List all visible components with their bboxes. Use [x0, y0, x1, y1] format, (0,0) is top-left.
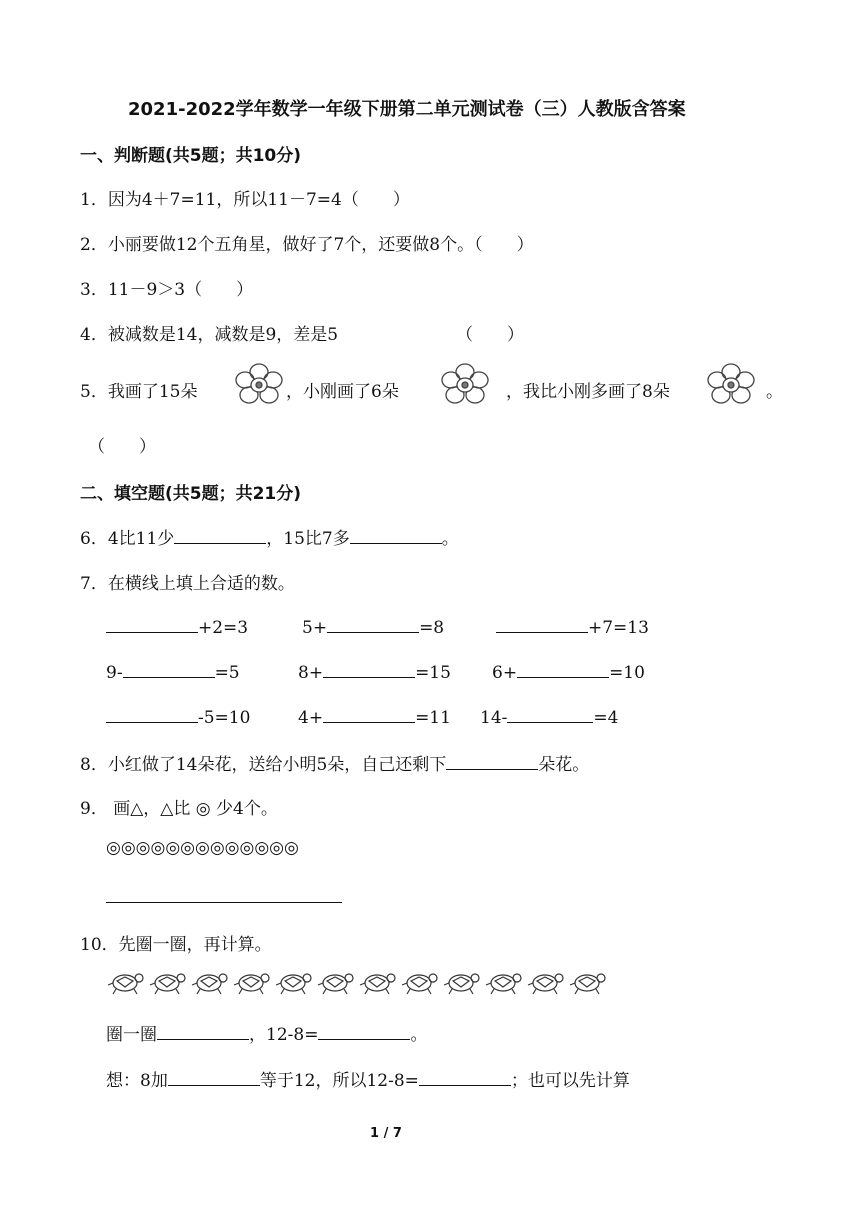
equation-text: =4	[593, 708, 619, 728]
turtle-icon	[568, 968, 606, 998]
q7-row2-col1	[106, 659, 240, 683]
q10-text: ，12-8=	[249, 1025, 319, 1045]
page-number: 1 / 7	[370, 1126, 402, 1141]
answer-blank[interactable]	[507, 704, 593, 723]
q7-row1-col2	[302, 614, 444, 638]
turtle-icon	[106, 968, 144, 998]
turtle-icon	[484, 968, 522, 998]
answer-blank[interactable]	[517, 659, 609, 678]
turtle-icon	[190, 968, 228, 998]
flower-icon	[438, 362, 492, 408]
question-6-text-a: 6．4比11少	[80, 529, 175, 549]
answer-blank[interactable]	[168, 1067, 260, 1086]
answer-blank[interactable]	[446, 751, 538, 770]
q10-text: ；也可以先计算	[510, 1071, 630, 1091]
q10-text: 。	[410, 1025, 428, 1045]
question-10-line2	[106, 1066, 630, 1091]
turtle-icon	[400, 968, 438, 998]
equation-text: 6+	[492, 663, 518, 683]
question-5-answer-paren: （ ）	[88, 437, 156, 457]
drawing-answer-line[interactable]	[106, 902, 342, 903]
answer-blank[interactable]	[174, 525, 266, 544]
question-6-text-b: ，15比7多	[266, 529, 350, 549]
question-7-title: 7．在横线上填上合适的数。	[80, 574, 295, 594]
question-5-part2: ，小刚画了6朵	[286, 382, 399, 402]
equation-text: 14-	[480, 708, 508, 728]
q7-row2-col2	[298, 659, 451, 683]
flower-icon	[704, 362, 758, 408]
answer-blank[interactable]	[318, 1021, 410, 1040]
equation-text: 4+	[298, 708, 324, 728]
q7-row1-col1	[106, 614, 248, 638]
turtle-icon	[148, 968, 186, 998]
answer-blank[interactable]	[350, 525, 442, 544]
turtle-icon	[442, 968, 480, 998]
answer-blank[interactable]	[323, 704, 415, 723]
question-4: 4．被减数是14，减数是9，差是5	[80, 325, 339, 345]
question-6-text-c: 。	[441, 529, 459, 549]
answer-blank[interactable]	[157, 1021, 249, 1040]
question-9-title: 9． 画△，△比 ◎ 少4个。	[80, 799, 278, 819]
q7-row3-col2	[298, 704, 451, 728]
q10-text: 想：8加	[106, 1071, 168, 1091]
circle-row: ◎◎◎◎◎◎◎◎◎◎◎◎◎	[106, 838, 299, 858]
equation-text: +2=3	[198, 618, 249, 638]
equation-text: =11	[415, 708, 451, 728]
question-5-part1: 5．我画了15朵	[80, 382, 198, 402]
equation-text: =5	[214, 663, 240, 683]
question-8	[80, 750, 589, 775]
q7-row1-col3	[496, 614, 649, 638]
question-2: 2．小丽要做12个五角星，做好了7个，还要做8个。（ ）	[80, 235, 534, 255]
section-heading-fill-blank: 二、填空题(共5题；共21分)	[80, 484, 302, 504]
q7-row3-col3	[480, 704, 618, 728]
answer-blank[interactable]	[323, 659, 415, 678]
equation-text: =15	[415, 663, 451, 683]
question-3: 3．11－9＞3（ ）	[80, 280, 254, 300]
question-10-title: 10．先圈一圈，再计算。	[80, 935, 272, 955]
turtle-icon	[526, 968, 564, 998]
answer-blank[interactable]	[106, 614, 198, 633]
answer-blank[interactable]	[327, 614, 419, 633]
turtle-row	[106, 968, 610, 998]
q10-text: 圈一圈	[106, 1025, 157, 1045]
question-6	[80, 524, 459, 549]
question-5-part4: 。	[766, 382, 783, 402]
turtle-icon	[274, 968, 312, 998]
answer-blank[interactable]	[106, 704, 198, 723]
turtle-icon	[358, 968, 396, 998]
equation-text: 9-	[106, 663, 123, 683]
question-10-line1	[106, 1020, 427, 1045]
question-5-part3: ，我比小刚多画了8朵	[506, 382, 670, 402]
flower-icon	[232, 362, 286, 408]
q10-text: 等于12，所以12-8=	[259, 1071, 419, 1091]
equation-text: 8+	[298, 663, 324, 683]
turtle-icon	[232, 968, 270, 998]
equation-text: =10	[609, 663, 645, 683]
question-4-answer-paren: （ ）	[456, 325, 524, 345]
section-heading-judgment: 一、判断题(共5题；共10分)	[80, 146, 302, 166]
turtle-icon	[316, 968, 354, 998]
question-8-text-a: 8．小红做了14朵花，送给小明5朵，自己还剩下	[80, 755, 447, 775]
answer-blank[interactable]	[419, 1067, 511, 1086]
question-1: 1．因为4＋7=11，所以11－7=4（ ）	[80, 190, 410, 210]
answer-blank[interactable]	[496, 614, 588, 633]
equation-text: =8	[419, 618, 445, 638]
q7-row3-col1	[106, 704, 250, 728]
question-8-text-b: 朵花。	[538, 755, 590, 775]
answer-blank[interactable]	[123, 659, 215, 678]
equation-text: +7=13	[588, 618, 649, 638]
q7-row2-col3	[492, 659, 645, 683]
equation-text: -5=10	[198, 708, 251, 728]
equation-text: 5+	[302, 618, 328, 638]
page-title: 2021-2022学年数学一年级下册第二单元测试卷（三）人教版含答案	[128, 99, 686, 120]
